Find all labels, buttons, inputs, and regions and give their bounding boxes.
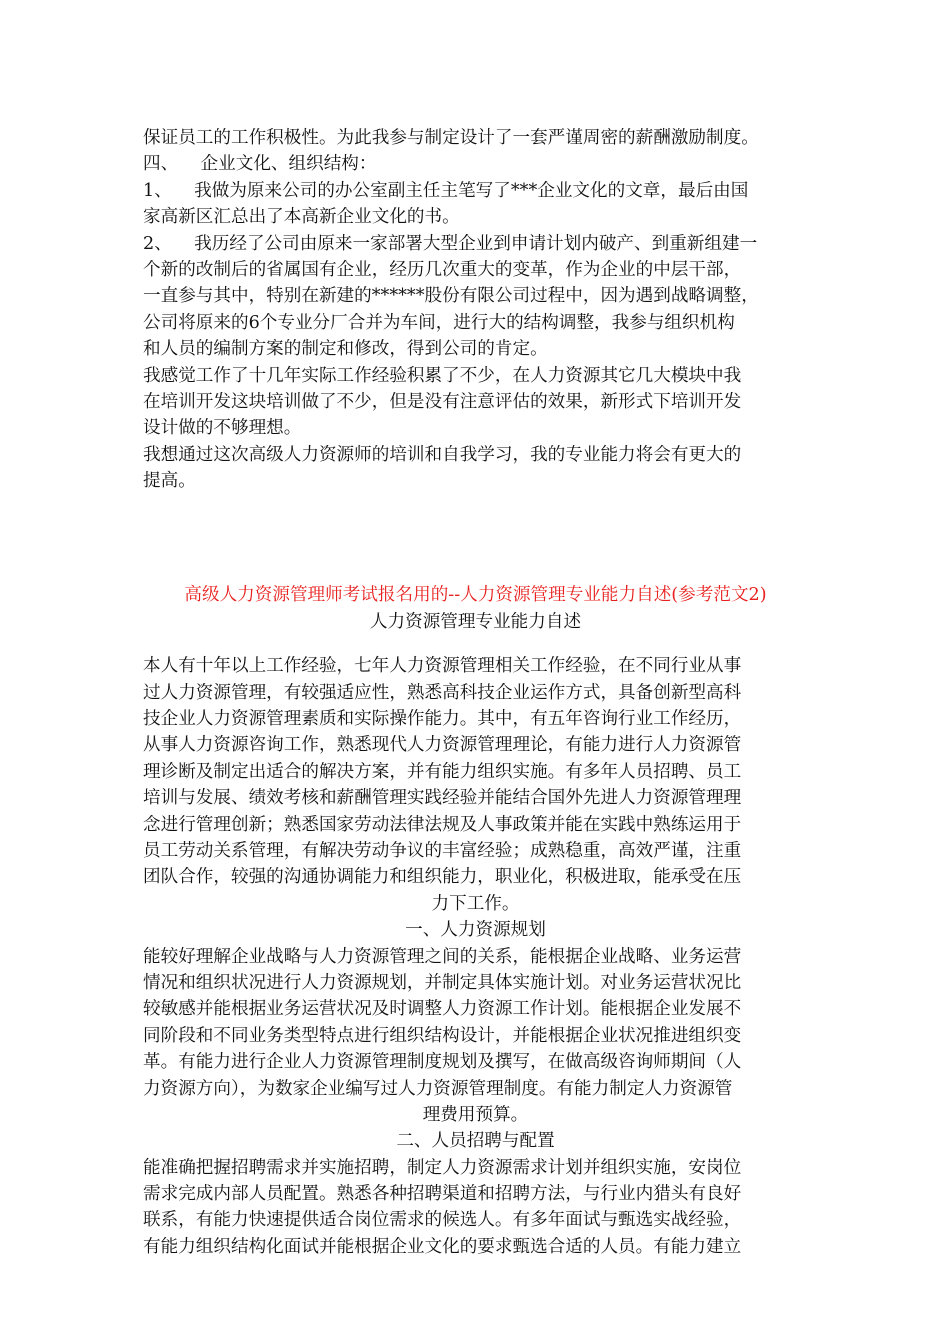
text-line: 提高。 <box>143 471 196 492</box>
spacer <box>143 494 808 582</box>
text-line: 能较好理解企业战略与人力资源管理之间的关系，能根据企业战略、业务运营 <box>143 946 742 967</box>
text-line: 同阶段和不同业务类型特点进行组织结构设计，并能根据企业状况推进组织变 <box>143 1025 742 1046</box>
text-line: 念进行管理创新；熟悉国家劳动法律法规及人事政策并能在实践中熟练运用于 <box>143 814 742 835</box>
text-line: 家高新区汇总出了本高新企业文化的书。 <box>143 207 460 228</box>
list-heading-culture: 四、 企业文化、组织结构： <box>143 154 377 175</box>
text-line: 理诊断及制定出适合的解决方案，并有能力组织实施。有多年人员招聘、员工 <box>143 761 742 782</box>
text-line: 团队合作，较强的沟通协调能力和组织能力，职业化，积极进取，能承受在压 <box>143 867 742 888</box>
text-line: 理费用预算。 <box>422 1104 529 1125</box>
text-line: 本人有十年以上工作经验，七年人力资源管理相关工作经验，在不同行业从事 <box>143 656 742 677</box>
text-line: 较敏感并能根据业务运营状况及时调整人力资源工作计划。能根据企业发展不 <box>143 999 742 1020</box>
text-line: 保证员工的工作积极性。为此我参与制定设计了一套严谨周密的薪酬激励制度。 <box>143 128 759 148</box>
text-line: 力资源方向），为数家企业编写过人力资源管理制度。有能力制定人力资源管 <box>143 1078 733 1099</box>
list-item-1: 1、 我做为原来公司的办公室副主任主笔写了***企业文化的文章，最后由国 <box>143 180 749 201</box>
text-line: 公司将原来的6个专业分厂合并为车间，进行大的结构调整，我参与组织机构 <box>143 312 735 333</box>
document-title: 高级人力资源管理师考试报名用的--人力资源管理专业能力自述(参考范文2) <box>184 585 767 606</box>
text-line: 情况和组织状况进行人力资源规划，并制定具体实施计划。对业务运营状况比 <box>143 972 742 993</box>
intro-paragraph <box>143 653 808 917</box>
document-page <box>143 125 808 1260</box>
text-line: 技企业人力资源管理素质和实际操作能力。其中，有五年咨询行业工作经历， <box>143 709 742 730</box>
text-line: 员工劳动关系管理，有解决劳动争议的丰富经验；成熟稳重，高效严谨，注重 <box>143 840 742 861</box>
text-line: 培训与发展、绩效考核和薪酬管理实践经验并能结合国外先进人力资源管理理 <box>143 788 742 809</box>
list-item-2: 2、 我历经了公司由原来一家部署大型企业到申请计划内破产、到重新组建一 <box>143 233 758 254</box>
text-line: 我想通过这次高级人力资源师的培训和自我学习，我的专业能力将会有更大的 <box>143 444 742 465</box>
text-line: 和人员的编制方案的制定和修改，得到公司的肯定。 <box>143 339 548 360</box>
text-line: 设计做的不够理想。 <box>143 418 302 439</box>
text-line: 过人力资源管理，有较强适应性，熟悉高科技企业运作方式，具备创新型高科 <box>143 682 742 703</box>
section-hr-planning <box>143 917 808 1128</box>
text-line: 有能力组织结构化面试并能根据企业文化的要求甄选合适的人员。有能力建立 <box>143 1236 742 1257</box>
text-line: 从事人力资源咨询工作，熟悉现代人力资源管理理论，有能力进行人力资源管 <box>143 735 742 756</box>
section-heading: 一、人力资源规划 <box>405 920 546 941</box>
section-recruitment <box>143 1128 808 1260</box>
text-line: 联系，有能力快速提供适合岗位需求的候选人。有多年面试与甄选实战经验， <box>143 1210 742 1231</box>
text-line: 需求完成内部人员配置。熟悉各种招聘渠道和招聘方法，与行业内猎头有良好 <box>143 1184 742 1205</box>
document-subtitle: 人力资源管理专业能力自述 <box>369 611 582 632</box>
section-continuation <box>143 125 808 494</box>
spacer <box>143 635 808 653</box>
text-line: 个新的改制后的省属国有企业，经历几次重大的变革，作为企业的中层干部， <box>143 259 742 280</box>
text-line: 在培训开发这块培训做了不少，但是没有注意评估的效果，新形式下培训开发 <box>143 391 742 412</box>
text-line: 我感觉工作了十几年实际工作经验积累了不少，在人力资源其它几大模块中我 <box>143 365 742 386</box>
text-line: 革。有能力进行企业人力资源管理制度规划及撰写，在做高级咨询师期间（人 <box>143 1052 742 1073</box>
section-heading: 二、人员招聘与配置 <box>396 1131 555 1152</box>
text-line: 能准确把握招聘需求并实施招聘，制定人力资源需求计划并组织实施，安岗位 <box>143 1157 742 1178</box>
text-line: 力下工作。 <box>431 893 520 914</box>
text-line: 一直参与其中，特别在新建的******股份有限公司过程中，因为遇到战略调整， <box>143 286 759 307</box>
